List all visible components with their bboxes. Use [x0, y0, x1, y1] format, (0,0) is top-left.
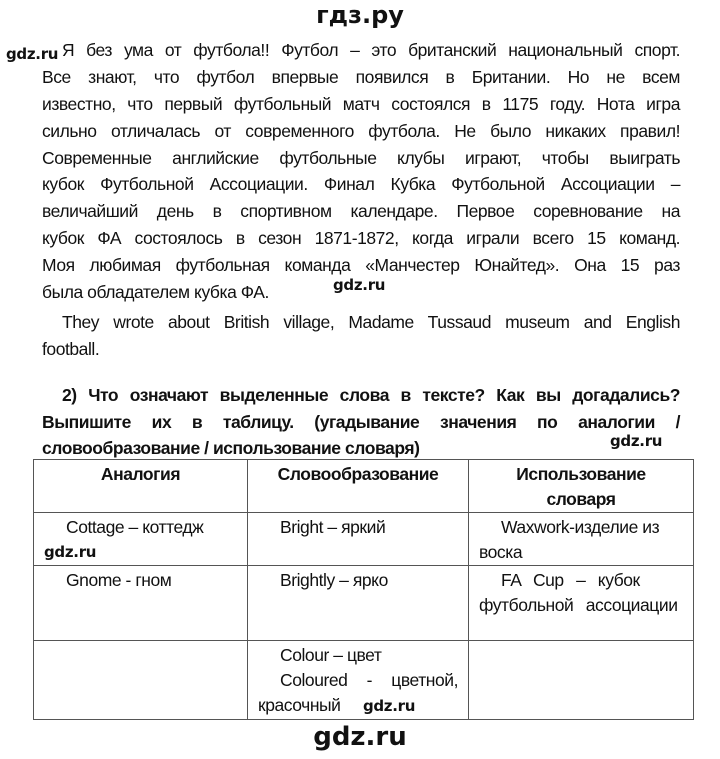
table-cell — [469, 641, 694, 720]
answer-line: They wrote about British village, Madame Tussaud museum and English — [62, 312, 680, 332]
passage-line: Все знают, что футбол впервые появился в Британии. Но не всем — [42, 67, 680, 87]
cell-text: Cottage – коттедж — [66, 517, 204, 537]
answer-line: football. — [42, 339, 100, 359]
cell-text: красочный — [258, 695, 341, 715]
passage-line: была обладателем кубка ФА. — [42, 282, 269, 302]
table-cell — [248, 641, 469, 720]
table-row — [34, 641, 694, 720]
table-cell — [34, 641, 248, 720]
passage-line: Я без ума от футбола!! Футбол – это британский национальный спорт. — [62, 40, 680, 60]
cell-text: Coloured - цветной, — [280, 670, 458, 690]
header-word-formation: Словообразование — [248, 460, 469, 513]
passage-line: известно, что первый футбольный матч состоялся в 1175 году. Нота игра — [42, 94, 680, 114]
table-row — [34, 513, 694, 566]
watermark: gdz.ru — [333, 276, 386, 294]
header-analogy: Аналогия — [34, 460, 248, 513]
table-cell: Brightly – ярко — [248, 566, 469, 641]
passage-line: кубок ФА состоялось в сезон 1871-1872, когда играли всего 15 команд. — [42, 228, 680, 248]
table-cell: Bright – яркий — [248, 513, 469, 566]
table-cell: FA Cup – кубок футбольной ассоциации — [469, 566, 694, 641]
site-title: гдз.ру — [316, 1, 404, 29]
passage-line: Моя любимая футбольная команда «Манчестер Юнайтед». Она 15 раз — [42, 255, 680, 275]
passage-line: Современные английские футбольные клубы играют, чтобы выиграть — [42, 148, 680, 168]
passage-line: кубок Футбольной Ассоциации. Финал Кубка Футбольной Ассоциации – — [42, 174, 680, 194]
table-header-row — [34, 460, 694, 513]
table-cell — [34, 513, 248, 566]
table-cell: Waxwork-изделие из воска — [469, 513, 694, 566]
footer-watermark: gdz.ru — [313, 722, 407, 752]
passage-line: сильно отличалась от современного футбола. Не было никаких правил! — [42, 121, 680, 141]
cell-text: Colour – цвет — [280, 645, 382, 665]
header-dictionary: Использование словаря — [469, 460, 694, 513]
passage-line: величайший день в спортивном календаре. Первое соревнование на — [42, 201, 680, 221]
watermark: gdz.ru — [6, 45, 59, 63]
watermark: gdz.ru — [44, 543, 97, 561]
table-cell: Gnome - гном — [34, 566, 248, 641]
task-line: 2) Что означают выделенные слова в тексте? Как вы догадались? — [62, 385, 680, 405]
table-row — [34, 566, 694, 641]
watermark: gdz.ru — [610, 432, 663, 450]
cell-text — [258, 693, 458, 719]
watermark: gdz.ru — [362, 697, 416, 715]
task-line: Выпишите их в таблицу. (угадывание значения по аналогии / — [42, 412, 680, 432]
task-line: словообразование / использование словаря) — [42, 438, 420, 458]
words-table — [33, 459, 694, 720]
